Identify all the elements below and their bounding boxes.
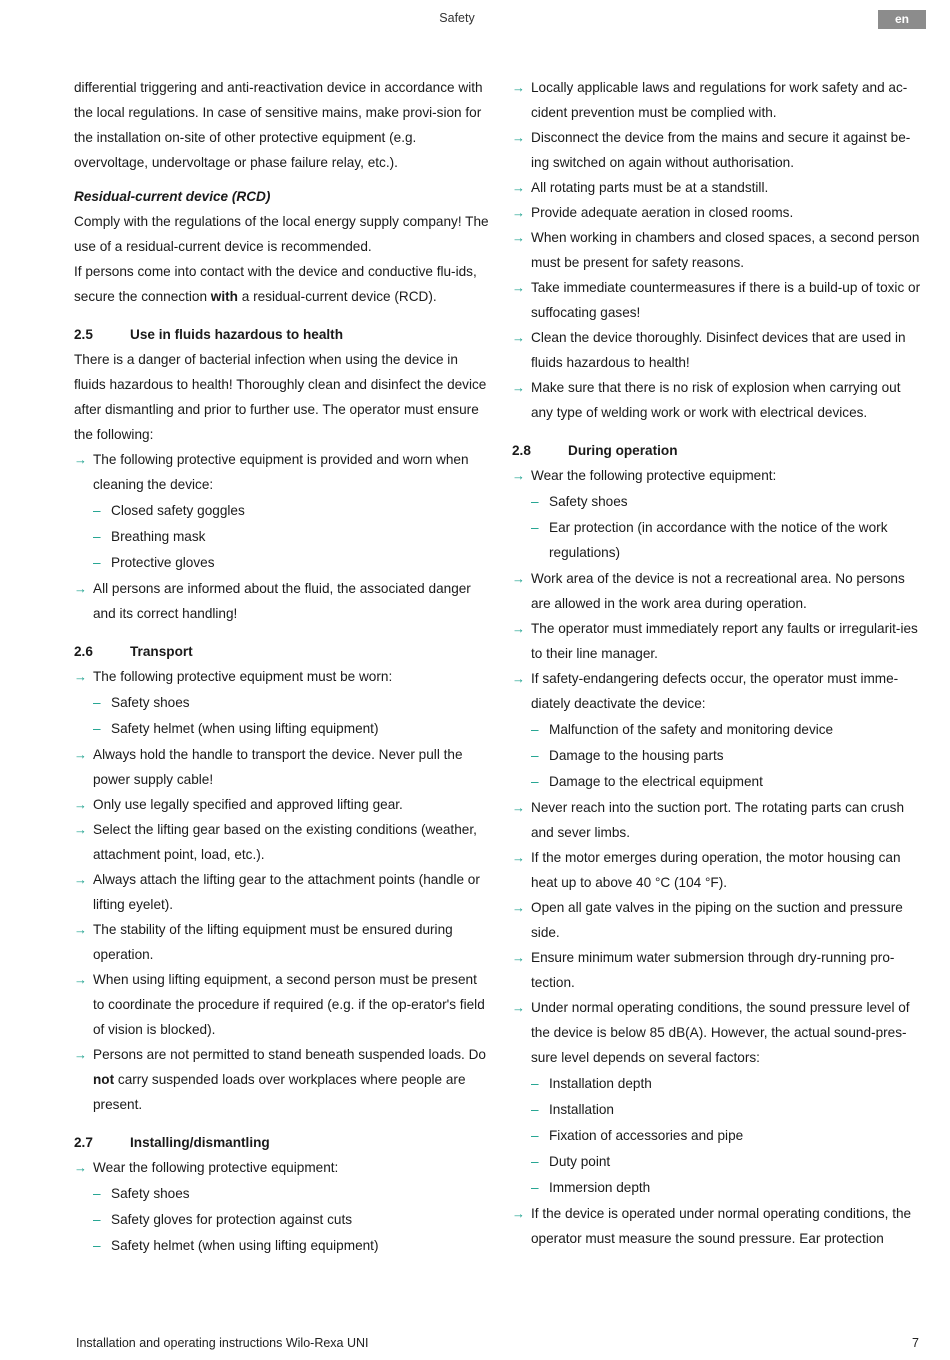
arrow-right-icon: → <box>512 180 525 195</box>
sub-list-item-text: Immersion depth <box>549 1180 651 1195</box>
list-item-text: Always attach the lifting gear to the attachment points (handle or lifting eyelet). <box>93 872 480 912</box>
list-item <box>512 225 924 275</box>
sub-list-item <box>512 1149 924 1174</box>
sub-list-item <box>512 717 924 742</box>
sub-list-item-text: Malfunction of the safety and monitoring device <box>549 722 834 737</box>
sub-list-item-text: Safety helmet (when using lifting equipment) <box>111 1238 379 1253</box>
list-item-text: The following protective equipment must be worn: <box>93 669 393 684</box>
sub-list-item-text: Safety shoes <box>111 695 190 710</box>
list-item-text: Never reach into the suction port. The rotating parts can crush and sever limbs. <box>531 800 905 840</box>
intro-paragraph: differential triggering and anti-reactivation device in accordance with the local regulations. In case of sensitive mains, make provi-sion for the installation on-site of other protective equipment (e.g. overvoltage, undervoltage or phase failure relay, etc.). <box>74 80 483 170</box>
dash-icon: – <box>531 520 539 535</box>
list-item-text: Only use legally specified and approved lifting gear. <box>93 797 403 812</box>
arrow-right-icon: → <box>512 900 525 915</box>
sub-list-item <box>74 498 490 523</box>
text-run: If persons come into contact with the device and conductive flu-ids, secure the connection <box>74 264 477 304</box>
list-item-text: If the device is operated under normal operating conditions, the operator must measure the sound pressure. Ear protection <box>531 1206 912 1246</box>
sub-list-item-text: Protective gloves <box>111 555 215 570</box>
section-title: Transport <box>130 644 193 659</box>
sub-list-item <box>512 743 924 768</box>
arrow-right-icon: → <box>512 950 525 965</box>
text-run-bold: with <box>210 289 238 304</box>
language-badge: en <box>878 10 926 29</box>
dash-icon: – <box>93 529 101 544</box>
list-item <box>74 576 490 626</box>
arrow-right-icon: → <box>74 581 87 596</box>
arrow-right-icon: → <box>512 230 525 245</box>
list-item-text: Provide adequate aeration in closed rooms. <box>531 205 794 220</box>
section-paragraph: There is a danger of bacterial infection when using the device in fluids hazardous to health! Thoroughly clean and disinfect the device after dismantling and prior to further use. The operator must ensure the following: <box>74 352 487 442</box>
dash-icon: – <box>93 1186 101 1201</box>
section-heading-2-8 <box>512 438 924 463</box>
dash-icon: – <box>93 503 101 518</box>
list-item <box>74 1155 490 1180</box>
sub-list-item-text: Breathing mask <box>111 529 206 544</box>
section-heading-2-6 <box>74 639 490 664</box>
list-item-text: Work area of the device is not a recreational area. No persons are allowed in the work area during operation. <box>531 571 905 611</box>
list-item <box>512 795 924 845</box>
section-title: During operation <box>568 443 678 458</box>
list-item-text <box>93 1047 486 1112</box>
sub-list-item-text: Damage to the electrical equipment <box>549 774 763 789</box>
list-item-text: Always hold the handle to transport the device. Never pull the power supply cable! <box>93 747 463 787</box>
section-heading-2-5 <box>74 322 490 347</box>
list-item <box>74 967 490 1042</box>
section-heading-2-7 <box>74 1130 490 1155</box>
list-item <box>74 817 490 867</box>
list-item-text: All rotating parts must be at a standstill. <box>531 180 769 195</box>
arrow-right-icon: → <box>512 850 525 865</box>
list-item <box>512 666 924 716</box>
list-item <box>74 792 490 817</box>
list-item <box>512 175 924 200</box>
arrow-right-icon: → <box>512 80 525 95</box>
section-number: 2.7 <box>74 1135 93 1150</box>
arrow-right-icon: → <box>512 380 525 395</box>
sub-list-item <box>512 489 924 514</box>
list-item-text: When working in chambers and closed spaces, a second person must be present for safety reasons. <box>531 230 920 270</box>
sub-list-item <box>74 1233 490 1258</box>
sub-list-item <box>512 1123 924 1148</box>
sub-list-item <box>74 690 490 715</box>
dash-icon: – <box>531 1128 539 1143</box>
text-run: a residual-current device (RCD). <box>237 289 437 304</box>
list-item-text: Disconnect the device from the mains and secure it against be-ing switched on again without authorisation. <box>531 130 911 170</box>
dash-icon: – <box>93 695 101 710</box>
arrow-right-icon: → <box>512 671 525 686</box>
list-item-text: If the motor emerges during operation, the motor housing can heat up to above 40 °C (104 °F). <box>531 850 901 890</box>
list-item <box>512 325 924 375</box>
list-item <box>74 742 490 792</box>
left-column <box>74 75 490 1259</box>
text-run-bold: not <box>93 1072 115 1087</box>
sub-list-item <box>74 524 490 549</box>
dash-icon: – <box>531 1102 539 1117</box>
sub-list-item-text: Safety shoes <box>111 1186 190 1201</box>
arrow-right-icon: → <box>74 797 87 812</box>
header-title: Safety <box>439 11 475 25</box>
list-item-text: Ensure minimum water submersion through dry-running pro-tection. <box>531 950 895 990</box>
list-item <box>74 447 490 497</box>
arrow-right-icon: → <box>74 1160 87 1175</box>
arrow-right-icon: → <box>512 800 525 815</box>
list-item-text: Make sure that there is no risk of explosion when carrying out any type of welding work or work with electrical devices. <box>531 380 901 420</box>
page-number: 7 <box>912 1336 919 1350</box>
list-item-text: Wear the following protective equipment: <box>531 468 777 483</box>
arrow-right-icon: → <box>74 872 87 887</box>
list-item <box>512 616 924 666</box>
section-number: 2.5 <box>74 327 93 342</box>
sub-list-item <box>74 716 490 741</box>
list-item-text: Wear the following protective equipment: <box>93 1160 339 1175</box>
list-item <box>74 867 490 917</box>
arrow-right-icon: → <box>512 571 525 586</box>
arrow-right-icon: → <box>512 205 525 220</box>
arrow-right-icon: → <box>74 669 87 684</box>
section-number: 2.6 <box>74 644 93 659</box>
rcd-paragraph: Comply with the regulations of the local energy supply company! The use of a residual-current device is recommended. <box>74 214 489 254</box>
list-item-text: Select the lifting gear based on the existing conditions (weather, attachment point, load, etc.). <box>93 822 477 862</box>
section-number: 2.8 <box>512 443 531 458</box>
list-item <box>512 945 924 995</box>
arrow-right-icon: → <box>512 280 525 295</box>
arrow-right-icon: → <box>512 1206 525 1221</box>
list-item-text: All persons are informed about the fluid, the associated danger and its correct handling! <box>93 581 471 621</box>
list-item <box>512 375 924 425</box>
dash-icon: – <box>93 1212 101 1227</box>
list-item-text: The operator must immediately report any faults or irregularit-ies to their line manager. <box>531 621 918 661</box>
arrow-right-icon: → <box>74 972 87 987</box>
text-run: Persons are not permitted to stand beneath suspended loads. Do <box>93 1047 486 1062</box>
footer-document-title: Installation and operating instructions Wilo-Rexa UNI <box>76 1336 369 1350</box>
sub-list-item-text: Safety gloves for protection against cuts <box>111 1212 353 1227</box>
sub-list-item <box>512 1097 924 1122</box>
dash-icon: – <box>93 555 101 570</box>
sub-list-item <box>512 1071 924 1096</box>
sub-list-item-text: Fixation of accessories and pipe <box>549 1128 744 1143</box>
list-item <box>512 566 924 616</box>
right-column <box>512 75 924 1251</box>
sub-list-item <box>74 1181 490 1206</box>
section-title: Use in fluids hazardous to health <box>130 327 343 342</box>
list-item <box>512 125 924 175</box>
sub-list-item-text: Ear protection (in accordance with the notice of the work regulations) <box>549 520 888 560</box>
sub-list-item <box>74 550 490 575</box>
list-item <box>512 463 924 488</box>
list-item <box>512 75 924 125</box>
sub-list-item-text: Installation <box>549 1102 614 1117</box>
dash-icon: – <box>531 748 539 763</box>
sub-list-item-text: Installation depth <box>549 1076 652 1091</box>
text-run: carry suspended loads over workplaces where people are present. <box>93 1072 466 1112</box>
dash-icon: – <box>93 721 101 736</box>
sub-list-item-text: Safety helmet (when using lifting equipment) <box>111 721 379 736</box>
list-item-text: Open all gate valves in the piping on the suction and pressure side. <box>531 900 903 940</box>
sub-list-item <box>512 515 924 565</box>
dash-icon: – <box>531 1180 539 1195</box>
list-item-text: Under normal operating conditions, the sound pressure level of the device is below 85 dB(A). However, the actual sound-pres-sure level depends on several factors: <box>531 1000 910 1065</box>
sub-list-item <box>74 1207 490 1232</box>
list-item-text: Take immediate countermeasures if there is a build-up of toxic or suffocating gases! <box>531 280 921 320</box>
list-item <box>512 200 924 225</box>
section-title: Installing/dismantling <box>130 1135 270 1150</box>
list-item-text: If safety-endangering defects occur, the operator must imme-diately deactivate the device: <box>531 671 899 711</box>
dash-icon: – <box>531 722 539 737</box>
list-item <box>74 917 490 967</box>
arrow-right-icon: → <box>512 468 525 483</box>
list-item <box>74 1042 490 1117</box>
sub-list-item-text: Safety shoes <box>549 494 628 509</box>
list-item <box>512 995 924 1070</box>
dash-icon: – <box>531 494 539 509</box>
rcd-paragraph-2 <box>74 259 490 309</box>
arrow-right-icon: → <box>512 130 525 145</box>
arrow-right-icon: → <box>74 747 87 762</box>
arrow-right-icon: → <box>74 922 87 937</box>
arrow-right-icon: → <box>74 452 87 467</box>
dash-icon: – <box>531 774 539 789</box>
list-item-text: When using lifting equipment, a second person must be present to coordinate the procedure if required (e.g. if the op-erator's field of vision is blocked). <box>93 972 485 1037</box>
dash-icon: – <box>531 1154 539 1169</box>
arrow-right-icon: → <box>512 1000 525 1015</box>
list-item-text: Clean the device thoroughly. Disinfect devices that are used in fluids hazardous to health! <box>531 330 906 370</box>
list-item <box>74 664 490 689</box>
list-item-text: Locally applicable laws and regulations for work safety and ac-cident prevention must be complied with. <box>531 80 908 120</box>
dash-icon: – <box>93 1238 101 1253</box>
list-item-text: The stability of the lifting equipment must be ensured during operation. <box>93 922 453 962</box>
dash-icon: – <box>531 1076 539 1091</box>
arrow-right-icon: → <box>74 1047 87 1062</box>
list-item <box>512 895 924 945</box>
arrow-right-icon: → <box>512 621 525 636</box>
list-item <box>512 1201 924 1251</box>
arrow-right-icon: → <box>512 330 525 345</box>
list-item <box>512 275 924 325</box>
list-item <box>512 845 924 895</box>
sub-list-item-text: Closed safety goggles <box>111 503 245 518</box>
arrow-right-icon: → <box>74 822 87 837</box>
rcd-heading: Residual-current device (RCD) <box>74 189 271 204</box>
sub-list-item-text: Duty point <box>549 1154 611 1169</box>
sub-list-item <box>512 769 924 794</box>
sub-list-item-text: Damage to the housing parts <box>549 748 724 763</box>
list-item-text: The following protective equipment is provided and worn when cleaning the device: <box>93 452 469 492</box>
sub-list-item <box>512 1175 924 1200</box>
